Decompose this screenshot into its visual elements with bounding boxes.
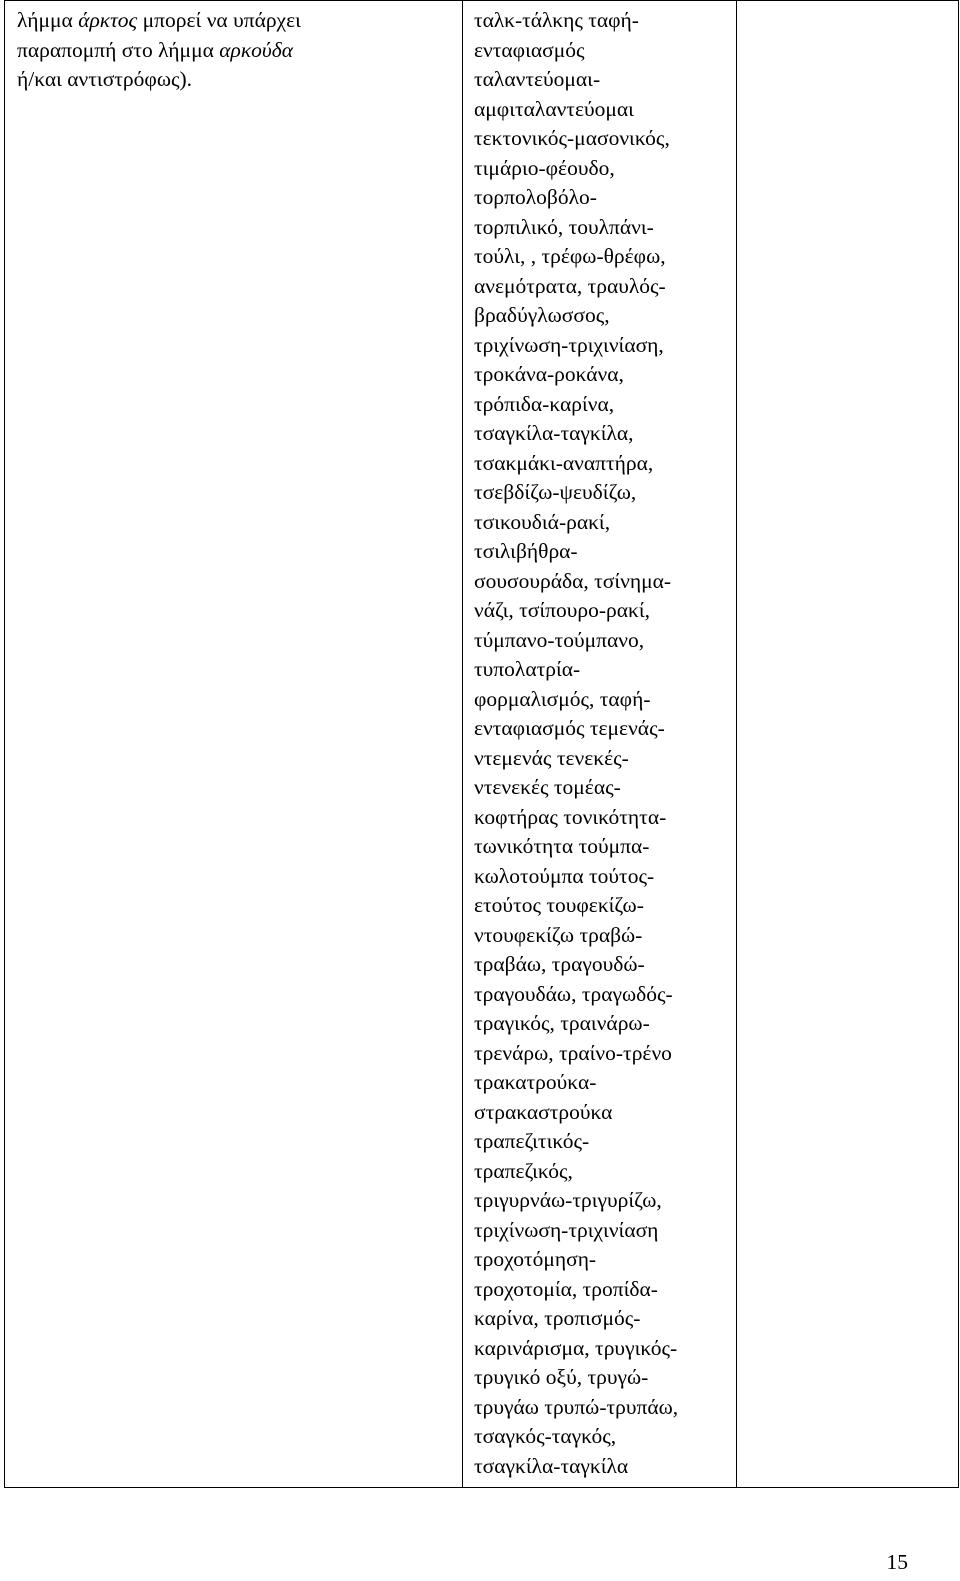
text-line: κοφτήρας τονικότητα- — [474, 804, 667, 829]
text-line: σουσουράδα, τσίνημα- — [474, 568, 672, 593]
text-line: νάζι, τσίπουρο-ρακί, — [474, 598, 651, 622]
text-line: ντενεκές τομέας- — [474, 775, 621, 799]
text-line: καρινάρισμα, τρυγικός- — [474, 1335, 678, 1360]
text-line: τορπιλικό, τουλπάνι- — [474, 214, 654, 239]
document-table — [4, 0, 959, 1488]
text-line: κωλοτούμπα τούτος- — [474, 863, 655, 888]
text-line: ανεμότρατα, τραυλός- — [474, 273, 666, 298]
text-segment: λήμμα — [17, 8, 79, 32]
italic-term: άρκτος — [78, 8, 138, 32]
text-line: τραπεζιτικός- — [474, 1129, 590, 1153]
italic-term: αρκούδα — [219, 37, 294, 62]
text-line: τροχοτομία, τροπίδα- — [474, 1276, 658, 1301]
right-cell-text — [737, 1, 958, 6]
text-line: φορμαλισμός, ταφή- — [474, 686, 651, 711]
text-line: τσαγκίλα-ταγκίλα — [474, 1453, 629, 1478]
text-line: τριχίνωση-τριχινίαση, — [474, 332, 664, 357]
text-line: τρακατρούκα- — [474, 1070, 597, 1094]
text-line — [17, 6, 458, 36]
text-line: τραβάω, τραγουδώ- — [474, 952, 645, 976]
text-line: ντεμενάς τενεκές- — [474, 745, 629, 770]
left-cell-text — [5, 1, 462, 95]
text-line: τωνικότητα τούμπα- — [474, 834, 650, 858]
text-line: τσιλιβήθρα- — [474, 539, 578, 563]
text-line: τιμάριο-φέουδο, — [474, 155, 615, 180]
text-line: τούλι, , τρέφω-θρέφω, — [474, 244, 666, 268]
text-line: τραγουδάω, τραγωδός- — [474, 981, 673, 1006]
text-line: ετούτος τουφεκίζω- — [474, 893, 644, 917]
text-line: τεκτονικός-μασονικός, — [474, 126, 670, 150]
text-line — [17, 65, 458, 95]
text-line: τριγυρνάω-τριγυρίζω, — [474, 1188, 662, 1212]
text-line: τορπολοβόλο- — [474, 185, 597, 209]
text-line: ενταφιασμός — [474, 37, 585, 62]
text-segment: παραπομπή στο λήμμα — [17, 37, 220, 62]
text-line: τραγικός, τραινάρω- — [474, 1011, 650, 1035]
text-line: τραπεζικός, — [474, 1158, 573, 1183]
text-line: τυπολατρία- — [474, 657, 581, 681]
text-segment: μπορεί να υπάρχει — [137, 8, 301, 32]
text-line: τρενάρω, τραίνο-τρένο — [474, 1040, 672, 1065]
text-line: τσακμάκι-αναπτήρα, — [474, 450, 654, 475]
text-line: καρίνα, τροπισμός- — [474, 1306, 641, 1330]
table-cell-right — [737, 1, 959, 1488]
text-line: ταλαντεύομαι- — [474, 67, 601, 91]
text-line — [17, 36, 458, 66]
text-line: βραδύγλωσσος, — [474, 303, 610, 327]
table-cell-middle — [463, 1, 737, 1488]
table-cell-left — [5, 1, 463, 1488]
text-line: τροχοτόμηση- — [474, 1247, 597, 1271]
text-line: αμφιταλαντεύομαι — [474, 96, 634, 121]
text-line: ντουφεκίζω τραβώ- — [474, 922, 643, 947]
text-line: τρυγικό οξύ, τρυγώ- — [474, 1365, 649, 1389]
text-segment: ή/και αντιστρόφως). — [17, 67, 193, 91]
middle-cell-text — [463, 1, 736, 1481]
text-line: στρακαστρούκα — [474, 1099, 613, 1124]
text-line: τσαγκίλα-ταγκίλα, — [474, 421, 634, 445]
text-line: τροκάνα-ροκάνα, — [474, 362, 624, 386]
text-line: ενταφιασμός τεμενάς- — [474, 716, 665, 740]
text-line: τσεβδίζω-ψευδίζω, — [474, 480, 637, 504]
text-line: ταλκ-τάλκης ταφή- — [474, 8, 639, 32]
text-line: τύμπανο-τούμπανο, — [474, 627, 645, 652]
text-line: τρόπιδα-καρίνα, — [474, 391, 615, 416]
page-number: 15 — [886, 1550, 908, 1574]
text-line: τσικουδιά-ρακί, — [474, 509, 611, 534]
text-line: τσαγκός-ταγκός, — [474, 1424, 617, 1448]
text-line: τριχίνωση-τριχινίαση — [474, 1217, 659, 1242]
text-line: τρυγάω τρυπώ-τρυπάω, — [474, 1394, 679, 1419]
table-row — [5, 1, 959, 1488]
